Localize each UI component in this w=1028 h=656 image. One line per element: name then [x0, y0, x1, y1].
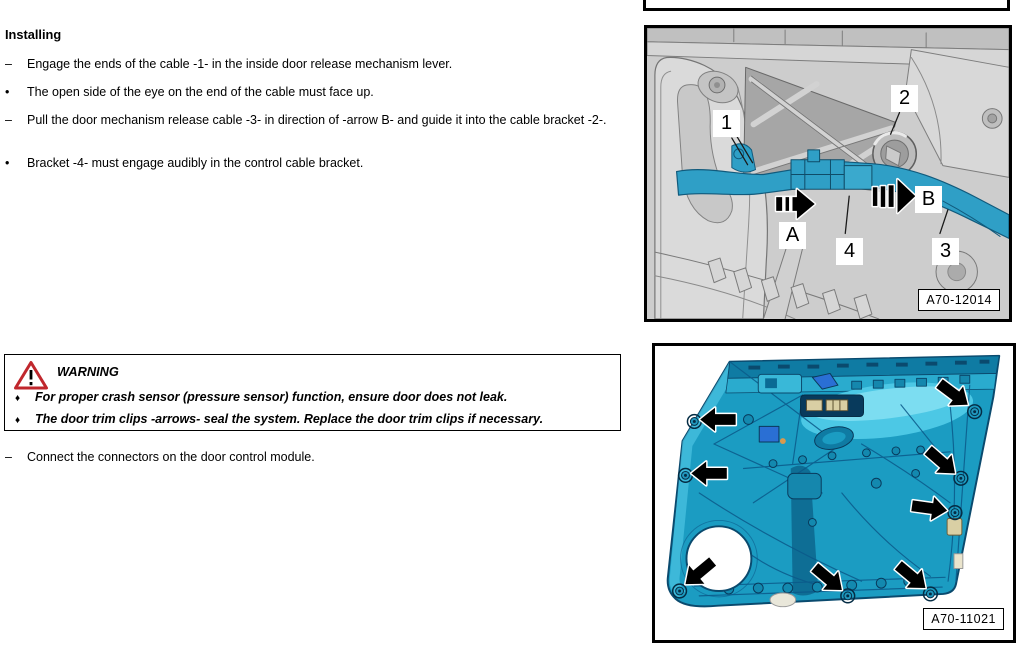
- figure-code: A70-11021: [923, 608, 1004, 630]
- callout-1: 1: [713, 110, 740, 137]
- window-switch-cutout: [801, 395, 864, 417]
- warning-box: [4, 354, 621, 431]
- warning-item: [15, 411, 611, 429]
- dot-bullet: •: [5, 85, 10, 99]
- step-item: [5, 83, 621, 101]
- section-heading: Installing: [5, 27, 62, 42]
- beige-connector: [947, 518, 962, 535]
- pull-cup: [788, 473, 821, 498]
- callout-4: 4: [836, 238, 863, 265]
- step-item: [5, 55, 621, 73]
- dot-bullet: •: [5, 156, 10, 170]
- figure-cable-routing: [644, 25, 1012, 322]
- step-text: Pull the door mechanism release cable -3- in direction of -arrow B- and guide it into the cable bracket -2-.: [27, 113, 607, 127]
- callout-3: 3: [932, 238, 959, 265]
- step-text: Engage the ends of the cable -1- in the inside door release mechanism lever.: [27, 57, 453, 71]
- warning-title: WARNING: [57, 364, 119, 379]
- step-text: The open side of the eye on the end of the cable must face up.: [27, 85, 374, 99]
- warning-triangle-icon: [13, 360, 49, 391]
- previous-figure-edge: [643, 0, 1010, 11]
- step-text: Bracket -4- must engage audibly in the control cable bracket.: [27, 156, 364, 170]
- step-item: [5, 154, 621, 172]
- warning-item: [15, 389, 611, 407]
- step-item: [5, 448, 621, 466]
- warning-text: For proper crash sensor (pressure sensor) function, ensure door does not leak.: [35, 390, 508, 404]
- bottom-blob: [770, 593, 796, 607]
- dash-bullet: –: [5, 57, 12, 71]
- cable-routing-illustration: [647, 28, 1009, 319]
- diamond-bullet: ♦: [15, 415, 21, 426]
- callout-b: B: [915, 186, 942, 213]
- callout-2: 2: [891, 85, 918, 112]
- step-item: [5, 111, 621, 129]
- door-trim-illustration: [655, 346, 1013, 640]
- callout-a: A: [779, 222, 806, 249]
- connector-part: [759, 426, 779, 442]
- dash-bullet: –: [5, 113, 12, 127]
- diamond-bullet: ♦: [15, 393, 21, 404]
- dash-bullet: –: [5, 450, 12, 464]
- step-text: Connect the connectors on the door control module.: [27, 450, 315, 464]
- warning-text: The door trim clips -arrows- seal the system. Replace the door trim clips if necessary.: [35, 412, 544, 426]
- figure-door-trim-clips: [652, 343, 1016, 643]
- figure-code: A70-12014: [918, 289, 1000, 311]
